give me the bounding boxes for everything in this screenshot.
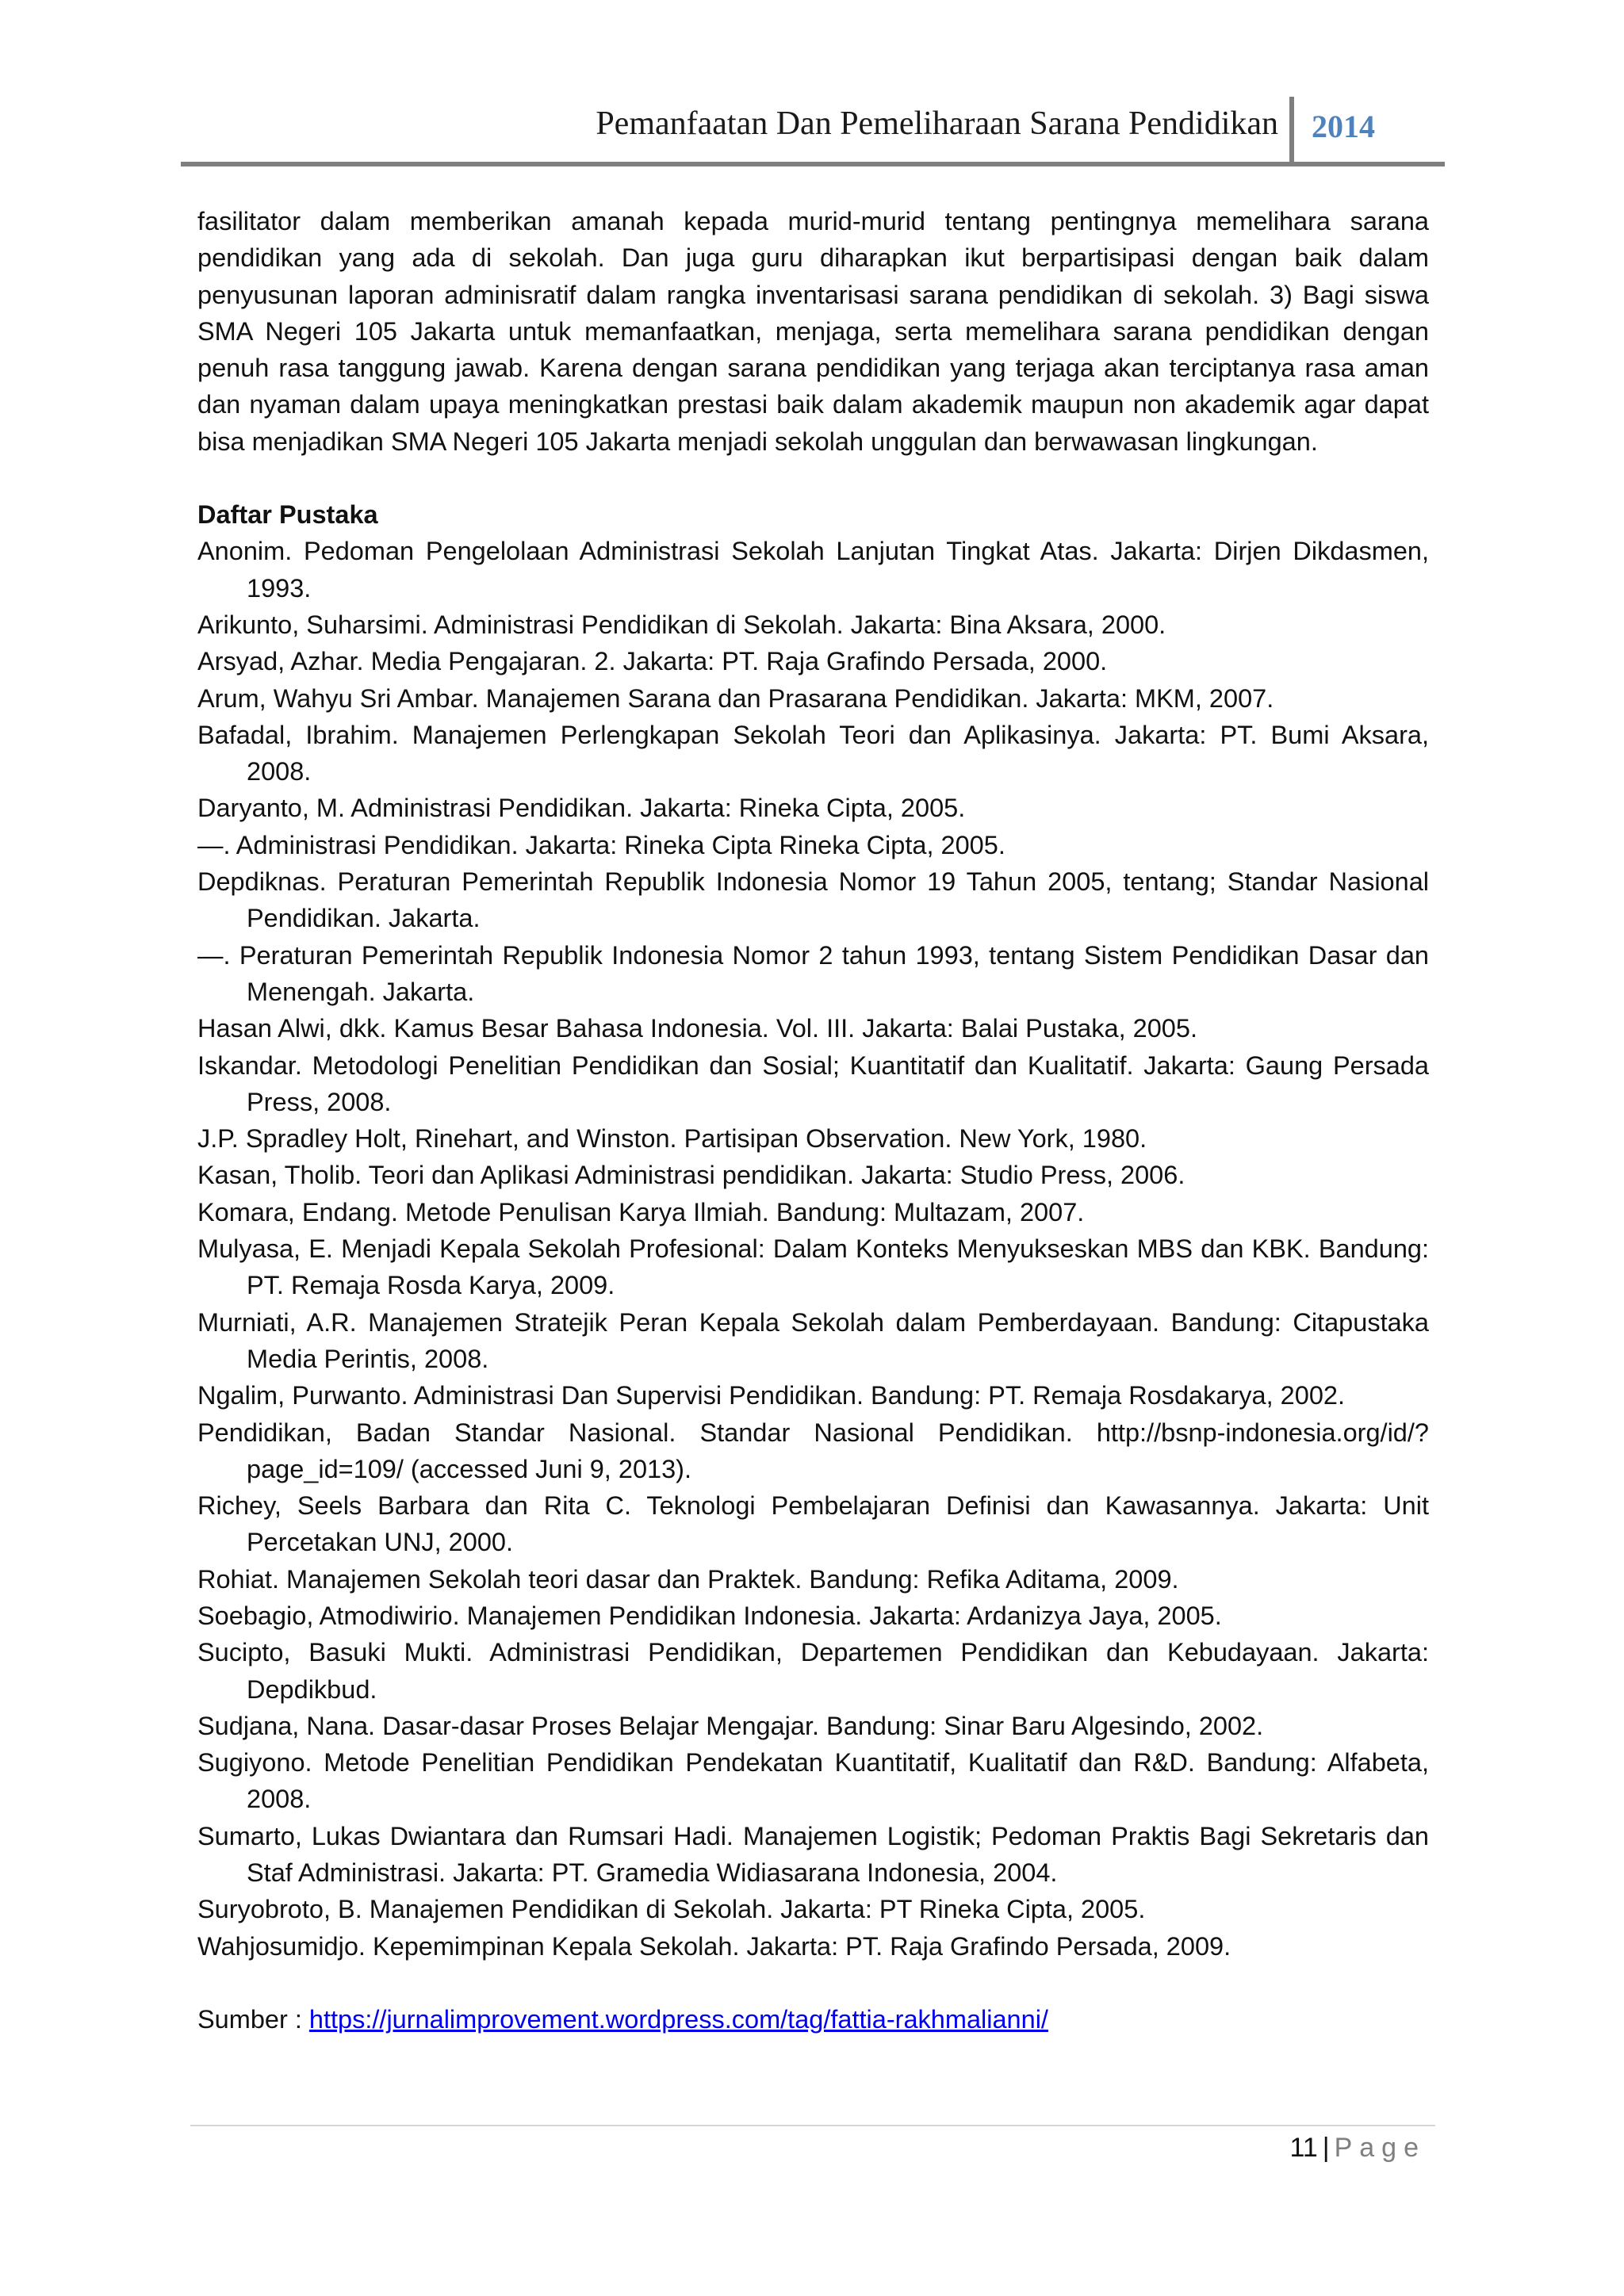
footer-separator: |	[1322, 2133, 1330, 2163]
reference-item: Daryanto, M. Administrasi Pendidikan. Jakarta: Rineka Cipta, 2005.	[197, 794, 966, 823]
header-rule	[181, 162, 1445, 166]
reference-item: Sumarto, Lukas Dwiantara dan Rumsari Hadi. Manajemen Logistik; Pedoman Praktis Bagi Sekretaris dan Staf Administrasi. Jakarta: PT. Gramedia Widiasarana Indonesia, 2004.	[197, 1821, 1429, 1888]
reference-item: Suryobroto, B. Manajemen Pendidikan di Sekolah. Jakarta: PT Rineka Cipta, 2005.	[197, 1895, 1146, 1924]
reference-item: Kasan, Tholib. Teori dan Aplikasi Administrasi pendidikan. Jakarta: Studio Press, 2006.	[197, 1161, 1185, 1190]
reference-item: Hasan Alwi, dkk. Kamus Besar Bahasa Indonesia. Vol. III. Jakarta: Balai Pustaka, 2005.	[197, 1014, 1197, 1043]
reference-item: Arsyad, Azhar. Media Pengajaran. 2. Jakarta: PT. Raja Grafindo Persada, 2000.	[197, 647, 1108, 676]
reference-item: Ngalim, Purwanto. Administrasi Dan Supervisi Pendidikan. Bandung: PT. Remaja Rosdakarya, 2002.	[197, 1381, 1345, 1410]
reference-item: Sudjana, Nana. Dasar-dasar Proses Belajar Mengajar. Bandung: Sinar Baru Algesindo, 2002.	[197, 1711, 1264, 1740]
footer-rule	[190, 2125, 1435, 2126]
reference-item: Mulyasa, E. Menjadi Kepala Sekolah Profesional: Dalam Konteks Menyukseskan MBS dan KBK. Bandung: PT. Remaja Rosda Karya, 2009.	[197, 1234, 1429, 1300]
page-content	[197, 203, 1429, 2038]
source-link[interactable]: https://jurnalimprovement.wordpress.com/tag/fattia-rakhmalianni/	[308, 2004, 1048, 2034]
reference-item: Wahjosumidjo. Kepemimpinan Kepala Sekolah. Jakarta: PT. Raja Grafindo Persada, 2009.	[197, 1931, 1231, 1961]
reference-item: Sugiyono. Metode Penelitian Pendidikan Pendekatan Kuantitatif, Kualitatif dan R&D. Bandung: Alfabeta, 2008.	[197, 1748, 1429, 1814]
reference-item: Komara, Endang. Metode Penulisan Karya Ilmiah. Bandung: Multazam, 2007.	[197, 1197, 1085, 1226]
reference-item: Bafadal, Ibrahim. Manajemen Perlengkapan Sekolah Teori dan Aplikasinya. Jakarta: PT. Bumi Aksara, 2008.	[197, 720, 1429, 786]
page-word: Page	[1334, 2133, 1426, 2163]
reference-item: J.P. Spradley Holt, Rinehart, and Winston. Partisipan Observation. New York, 1980.	[197, 1124, 1147, 1154]
reference-item: Arum, Wahyu Sri Ambar. Manajemen Sarana dan Prasarana Pendidikan. Jakarta: MKM, 2007.	[197, 683, 1274, 713]
source-line	[197, 2001, 1429, 2038]
reference-item: Richey, Seels Barbara dan Rita C. Teknologi Pembelajaran Definisi dan Kawasannya. Jakarta: Unit Percetakan UNJ, 2000.	[197, 1491, 1429, 1557]
reference-item: Iskandar. Metodologi Penelitian Pendidikan dan Sosial; Kuantitatif dan Kualitatif. Jakarta: Gaung Persada Press, 2008.	[197, 1050, 1429, 1116]
header-title: Pemanfaatan Dan Pemeliharaan Sarana Pendidikan	[596, 105, 1278, 142]
page-header	[181, 94, 1445, 166]
reference-item: Murniati, A.R. Manajemen Stratejik Peran Kepala Sekolah dalam Pemberdayaan. Bandung: Citapustaka Media Perintis, 2008.	[197, 1307, 1429, 1373]
reference-item: —. Peraturan Pemerintah Republik Indonesia Nomor 2 tahun 1993, tentang Sistem Pendidikan Dasar dan Menengah. Jakarta.	[197, 940, 1429, 1006]
header-separator	[1289, 97, 1294, 166]
page-footer	[1289, 2130, 1426, 2166]
reference-item: Sucipto, Basuki Mukti. Administrasi Pendidikan, Departemen Pendidikan dan Kebudayaan. Jakarta: Depdikbud.	[197, 1638, 1429, 1704]
references-list	[197, 533, 1429, 1965]
reference-item: Soebagio, Atmodiwirio. Manajemen Pendidikan Indonesia. Jakarta: Ardanizya Jaya, 2005.	[197, 1601, 1222, 1630]
header-year: 2014	[1312, 109, 1375, 144]
page-number: 11	[1289, 2133, 1318, 2163]
body-paragraph: fasilitator dalam memberikan amanah kepada murid-murid tentang pentingnya memelihara sarana pendidikan yang ada di sekolah. Dan juga guru diharapkan ikut berpartisipasi dengan baik dalam penyusunan laporan adminisratif dalam rangka inventarisasi sarana pendidikan di sekolah. 3) Bagi siswa SMA Negeri 105 Jakarta untuk memanfaatkan, menjaga, serta memelihara sarana pendidikan dengan penuh rasa tanggung jawab. Karena dengan sarana pendidikan yang terjaga akan terciptanya rasa aman dan nyaman dalam upaya meningkatkan prestasi baik dalam akademik maupun non akademik agar dapat bisa menjadikan SMA Negeri 105 Jakarta menjadi sekolah unggulan dan berwawasan lingkungan.	[197, 207, 1429, 456]
reference-item: Anonim. Pedoman Pengelolaan Administrasi Sekolah Lanjutan Tingkat Atas. Jakarta: Dirjen Dikdasmen, 1993.	[197, 537, 1429, 603]
reference-item: —. Administrasi Pendidikan. Jakarta: Rineka Cipta Rineka Cipta, 2005.	[197, 830, 1005, 859]
references-heading: Daftar Pustaka	[197, 500, 378, 530]
source-label: Sumber :	[197, 2004, 309, 2034]
reference-item: Arikunto, Suharsimi. Administrasi Pendidikan di Sekolah. Jakarta: Bina Aksara, 2000.	[197, 610, 1166, 639]
reference-item: Rohiat. Manajemen Sekolah teori dasar dan Praktek. Bandung: Refika Aditama, 2009.	[197, 1564, 1179, 1594]
reference-item: Pendidikan, Badan Standar Nasional. Standar Nasional Pendidikan. http://bsnp-indonesia.org/id/?page_id=109/ (accessed Juni 9, 2013).	[197, 1418, 1429, 1483]
reference-item: Depdiknas. Peraturan Pemerintah Republik Indonesia Nomor 19 Tahun 2005, tentang; Standar Nasional Pendidikan. Jakarta.	[197, 867, 1429, 933]
